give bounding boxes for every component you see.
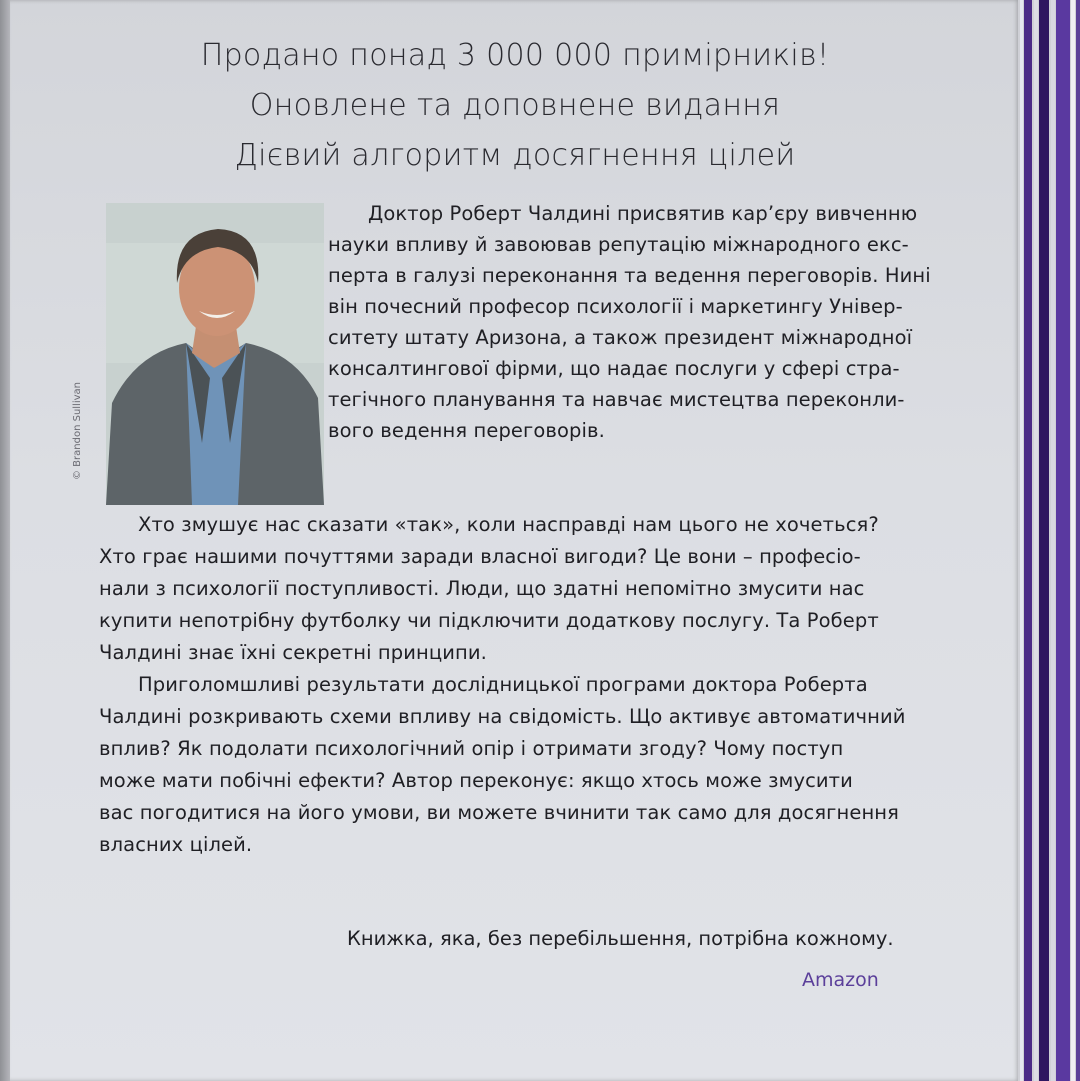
author-portrait-icon <box>106 203 324 505</box>
stripe-light <box>1020 0 1023 1081</box>
paragraph3-line: Приголомшливі результати дослідницької програми доктора Роберта <box>138 673 868 696</box>
bio-line: він почесний професор психології і маркетингу Універ- <box>328 295 903 318</box>
paragraph2-line: нали з психології поступливості. Люди, що здатні непомітно змусити нас <box>99 577 865 600</box>
paragraph3-line: Чалдині розкривають схеми впливу на свідомість. Що активує автоматичний <box>99 705 906 728</box>
headline-sales: Продано понад 3 000 000 примірників! <box>200 38 830 73</box>
book-back-cover <box>10 0 1020 1081</box>
book-edge-shadow <box>0 0 10 1081</box>
headline-edition: Оновлене та доповнене видання <box>249 88 781 123</box>
stripe-light <box>1071 0 1075 1081</box>
paragraph3-line: вас погодитися на його умови, ви можете вчинити так само для досягнення <box>99 801 899 824</box>
stripe-light <box>1051 0 1055 1081</box>
stripe-mid <box>1056 0 1070 1081</box>
author-photo <box>106 203 324 505</box>
bio-line: науки впливу й завоював репутацію міжнародного екс- <box>328 233 909 256</box>
paragraph3-line: може мати побічні ефекти? Автор переконує: якщо хтось може змусити <box>99 769 853 792</box>
bio-line: тегічного планування та навчає мистецтва переконли- <box>328 388 905 411</box>
purple-spine-stripes <box>1018 0 1080 1081</box>
bio-line: вого ведення переговорів. <box>328 419 605 442</box>
bio-line: консалтингової фірми, що надає послуги у сфері стра- <box>328 357 900 380</box>
paragraph3-line: власних цілей. <box>99 833 253 856</box>
review-quote: Книжка, яка, без перебільшення, потрібна кожному. <box>347 927 894 950</box>
bio-line: ситету штату Аризона, а також президент міжнародної <box>328 326 913 349</box>
bio-line: Доктор Роберт Чалдині присвятив кар’єру вивченню <box>368 202 918 225</box>
paragraph2-line: купити непотрібну футболку чи підключити додаткову послугу. Та Роберт <box>99 609 879 632</box>
stripe-purple <box>1076 0 1080 1081</box>
paragraph2-line: Хто грає нашими почуттями заради власної вигоди? Це вони – професіо- <box>99 545 861 568</box>
paragraph2-line: Чалдині знає їхні секретні принципи. <box>99 641 487 664</box>
paragraph2-line: Хто змушує нас сказати «так», коли насправді нам цього не хочеться? <box>138 513 879 536</box>
stripe-dark <box>1039 0 1049 1081</box>
paragraph3-line: вплив? Як подолати психологічний опір і отримати згоду? Чому поступ <box>99 737 844 760</box>
headline-tagline: Дієвий алгоритм досягнення цілей <box>234 138 796 173</box>
stripe-purple <box>1024 0 1032 1081</box>
review-source: Amazon <box>802 969 879 991</box>
stripe-light <box>1034 0 1038 1081</box>
bio-line: перта в галузі переконання та ведення переговорів. Нині <box>328 264 931 287</box>
photo-credit: © Brandon Sullivan <box>72 381 83 480</box>
